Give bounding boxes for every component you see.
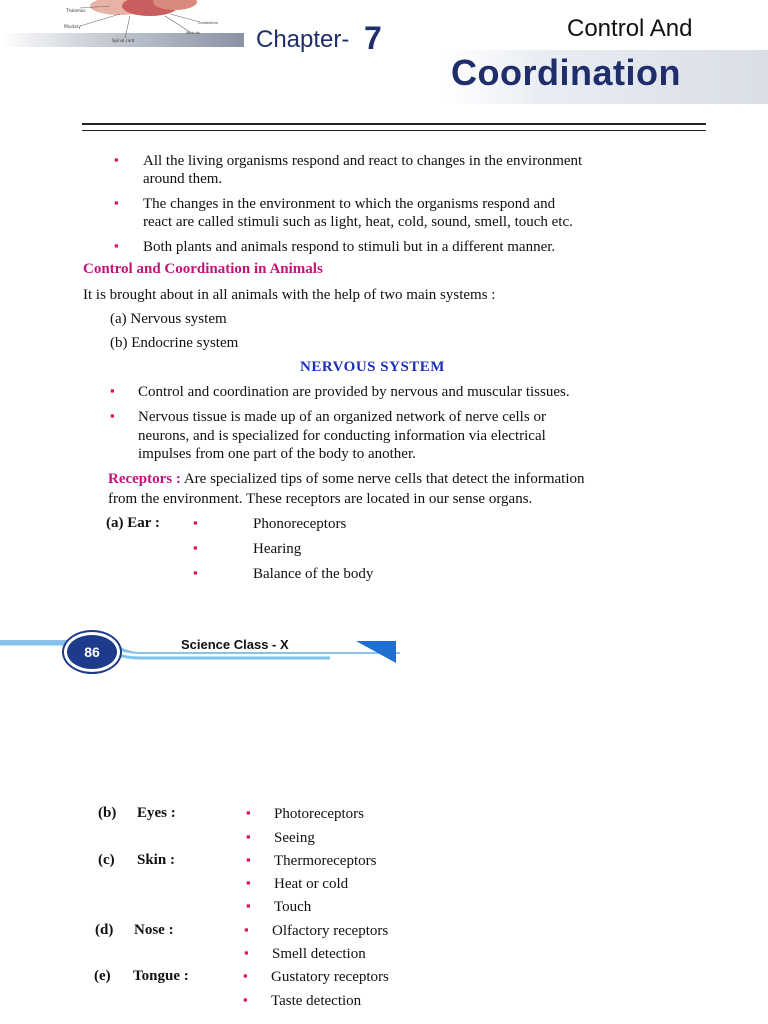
tongue-item-2: Taste detection xyxy=(271,993,362,1009)
bullet-icon: ▪ xyxy=(246,898,251,913)
graphic-label-cerebellum: Cerebellum xyxy=(198,21,219,25)
footer-book-label: Science Class - X xyxy=(181,637,289,652)
chapter-title-line1: Control And xyxy=(567,15,693,42)
intro-bullet-3: Both plants and animals respond to stimuli but in a different manner. xyxy=(143,239,556,255)
receptors-text-line1: Are specialized tips of some nerve cells that detect the information xyxy=(183,471,585,487)
brain-diagram-thumbnail xyxy=(0,0,240,48)
skin-item-2: Heat or cold xyxy=(274,876,349,892)
intro-bullet-1-line1: All the living organisms respond and react to changes in the environment xyxy=(143,153,583,169)
ear-item-1: Phonoreceptors xyxy=(253,516,347,532)
bullet-icon: ▪ xyxy=(110,408,115,423)
bullet-icon: ▪ xyxy=(114,195,119,210)
bullet-icon: ▪ xyxy=(243,992,248,1007)
skin-item-1: Thermoreceptors xyxy=(274,853,377,869)
organ-b-name: Eyes : xyxy=(137,805,176,821)
nervous-bullet-2-line3: impulses from one part of the body to another. xyxy=(138,446,416,462)
bullet-icon: ▪ xyxy=(114,238,119,253)
graphic-label-pituitary: Pituitary xyxy=(64,24,81,29)
nervous-system-heading: NERVOUS SYSTEM xyxy=(300,359,445,375)
intro-bullet-2-line2: react are called stimuli such as light, heat, cold, sound, smell, touch etc. xyxy=(143,214,573,230)
eyes-item-1: Photoreceptors xyxy=(274,806,364,822)
graphic-label-spinal-cord: Spinal cord xyxy=(112,38,135,43)
bullet-icon: ▪ xyxy=(246,875,251,890)
ear-label: (a) Ear : xyxy=(106,515,160,531)
eyes-item-2: Seeing xyxy=(274,830,315,846)
bullet-icon: ▪ xyxy=(193,515,198,530)
organ-b-letter: (b) xyxy=(98,805,117,821)
footer-corner-triangle xyxy=(356,641,396,663)
organ-c-letter: (c) xyxy=(98,852,115,868)
organ-c-name: Skin : xyxy=(137,852,175,868)
receptors-paragraph-line1 xyxy=(108,470,585,488)
chapter-label: Chapter- xyxy=(256,26,350,53)
nose-item-2: Smell detection xyxy=(272,946,366,962)
bullet-icon: ▪ xyxy=(244,945,249,960)
bullet-icon: ▪ xyxy=(193,565,198,580)
page-number-badge: 86 xyxy=(64,632,120,672)
bullet-icon: ▪ xyxy=(246,829,251,844)
intro-bullet-2-line1: The changes in the environment to which the organisms respond and xyxy=(143,196,556,212)
graphic-label-medulla: Medulla xyxy=(186,31,200,35)
organ-e-name: Tongue : xyxy=(133,968,189,984)
system-b: (b) Endocrine system xyxy=(110,335,239,351)
tongue-item-1: Gustatory receptors xyxy=(271,969,389,985)
receptors-label: Receptors : xyxy=(108,471,181,487)
system-a: (a) Nervous system xyxy=(110,311,227,327)
bullet-icon: ▪ xyxy=(110,383,115,398)
organ-e-letter: (e) xyxy=(94,968,111,984)
nose-item-1: Olfactory receptors xyxy=(272,923,389,939)
organ-d-name: Nose : xyxy=(134,922,174,938)
receptors-text-line2: from the environment. These receptors are located in our sense organs. xyxy=(108,491,533,507)
ear-item-2: Hearing xyxy=(253,541,302,557)
intro-bullet-1-line2: around them. xyxy=(143,171,223,187)
nervous-bullet-2-line2: neurons, and is specialized for conducting information via electrical xyxy=(138,428,546,444)
systems-intro: It is brought about in all animals with the help of two main systems : xyxy=(83,287,496,303)
bullet-icon: ▪ xyxy=(246,852,251,867)
chapter-number: 7 xyxy=(364,20,382,56)
bullet-icon: ▪ xyxy=(243,968,248,983)
bullet-icon: ▪ xyxy=(246,805,251,820)
header-rule-thin xyxy=(82,130,706,131)
bullet-icon: ▪ xyxy=(244,922,249,937)
organ-d-letter: (d) xyxy=(95,922,114,938)
header-rule-thick xyxy=(82,123,706,125)
nervous-bullet-2-line1: Nervous tissue is made up of an organized network of nerve cells or xyxy=(138,409,546,425)
graphic-label-thalamus: Thalamus xyxy=(66,8,86,13)
bullet-icon: ▪ xyxy=(114,152,119,167)
ear-item-3: Balance of the body xyxy=(253,566,374,582)
skin-item-3: Touch xyxy=(274,899,312,915)
nervous-bullet-1: Control and coordination are provided by nervous and muscular tissues. xyxy=(138,384,570,400)
animals-heading: Control and Coordination in Animals xyxy=(83,261,323,277)
bullet-icon: ▪ xyxy=(193,540,198,555)
chapter-title-line2: Coordination xyxy=(451,52,681,93)
